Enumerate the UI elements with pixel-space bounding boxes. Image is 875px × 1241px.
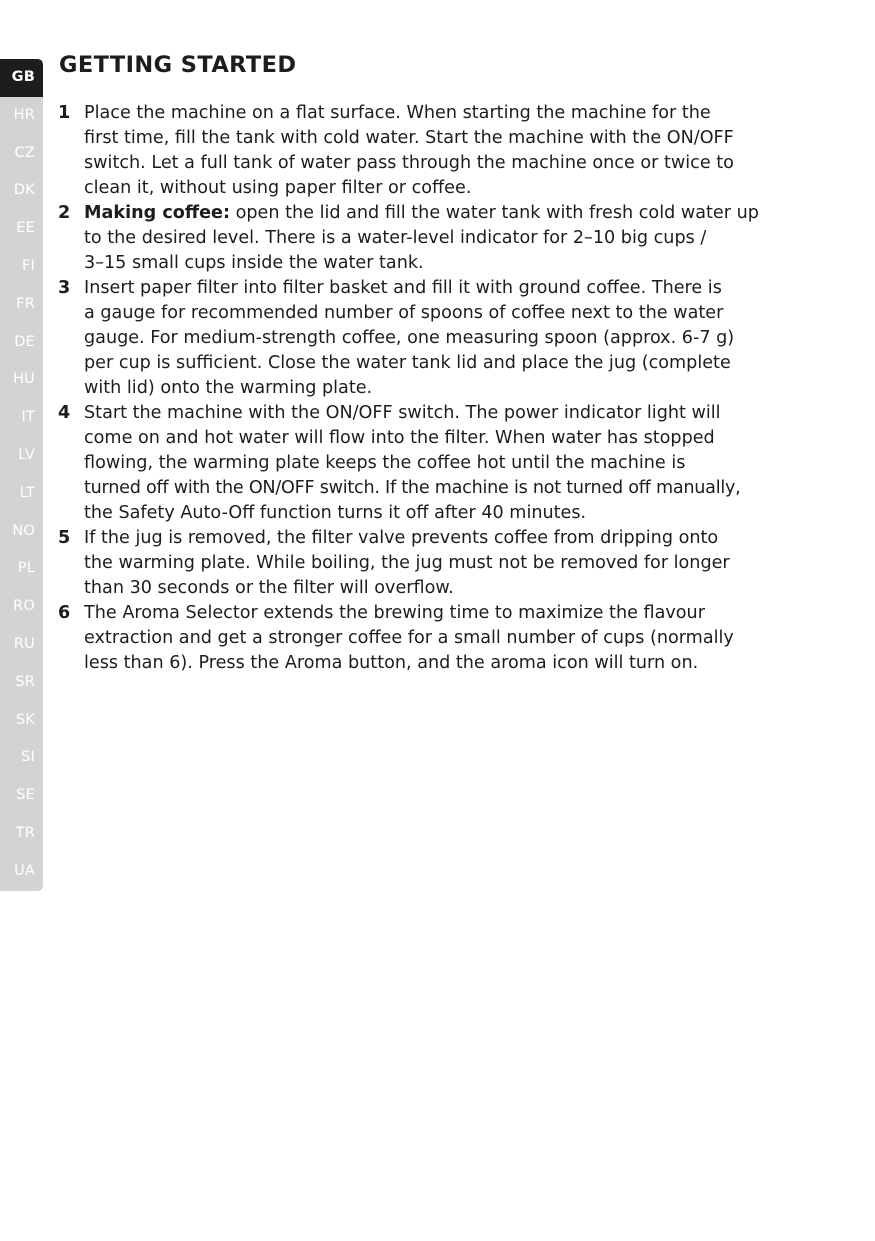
step-text-line: per cup is sufficient. Close the water tank lid and place the jug (complete: [84, 353, 731, 373]
step-number: 3: [58, 278, 71, 298]
language-tabs: [0, 59, 43, 891]
language-tab-tr[interactable]: TR: [15, 824, 35, 841]
step-number: 4: [58, 403, 71, 423]
language-tab-sk[interactable]: SK: [15, 711, 35, 728]
step-text-segment: open the lid and fill the water tank with fresh cold water up: [230, 203, 759, 223]
language-tab-pl[interactable]: PL: [17, 560, 35, 577]
language-tab-se[interactable]: SE: [16, 787, 35, 804]
step-text-line: 3–15 small cups inside the water tank.: [84, 253, 424, 273]
step-number: 1: [58, 103, 71, 123]
step-text-line: first time, fill the tank with cold water. Start the machine with the ON/OFF: [84, 128, 734, 148]
language-tab-cz[interactable]: CZ: [14, 144, 35, 161]
step-text-line: flowing, the warming plate keeps the coffee hot until the machine is: [84, 453, 686, 473]
language-tab-lv[interactable]: LV: [18, 446, 35, 463]
language-tab-hu[interactable]: HU: [13, 371, 35, 388]
language-tab-fi[interactable]: FI: [21, 257, 35, 274]
step-text-line: Insert paper filter into filter basket and fill it with ground coffee. There is: [84, 278, 722, 298]
step-text-line: [84, 201, 827, 226]
language-tab-ua[interactable]: UA: [14, 862, 35, 879]
language-tab-ro[interactable]: RO: [13, 598, 35, 615]
step-text-line: gauge. For medium-strength coffee, one measuring spoon (approx. 6-7 g): [84, 328, 735, 348]
step-number: 6: [58, 603, 71, 623]
step-text-line: come on and hot water will flow into the filter. When water has stopped: [84, 428, 715, 448]
step-text-line: to the desired level. There is a water-level indicator for 2–10 big cups /: [84, 228, 707, 248]
language-tab-sr[interactable]: SR: [15, 673, 35, 690]
language-tab-dk[interactable]: DK: [13, 182, 35, 199]
step-text-line: If the jug is removed, the filter valve prevents coffee from dripping onto: [84, 528, 719, 548]
instruction-steps: [57, 101, 827, 676]
step-text-line: clean it, without using paper filter or coffee.: [84, 178, 472, 198]
language-tab-no[interactable]: NO: [12, 522, 35, 539]
language-tab-fr[interactable]: FR: [16, 295, 35, 312]
language-tab-gb[interactable]: GB: [0, 59, 43, 97]
step-number: 2: [58, 203, 71, 223]
instruction-step: [57, 276, 827, 401]
step-text-line: Start the machine with the ON/OFF switch. The power indicator light will: [84, 403, 721, 423]
step-text-line: turned off with the ON/OFF switch. If the machine is not turned off manually,: [84, 478, 741, 498]
step-text-line: than 30 seconds or the filter will overflow.: [84, 578, 454, 598]
instruction-step: [57, 401, 827, 526]
instruction-step: [57, 526, 827, 601]
instruction-step: [57, 201, 827, 276]
language-tab-it[interactable]: IT: [21, 409, 35, 426]
language-tab-hr[interactable]: HR: [13, 106, 35, 123]
step-text-line: with lid) onto the warming plate.: [84, 378, 373, 398]
step-text-line: a gauge for recommended number of spoons of coffee next to the water: [84, 303, 724, 323]
instruction-step: [57, 101, 827, 201]
step-text-line: less than 6). Press the Aroma button, and the aroma icon will turn on.: [84, 653, 699, 673]
step-lead-label: Making coffee:: [84, 203, 231, 223]
instruction-step: [57, 601, 827, 676]
language-tab-de[interactable]: DE: [14, 333, 35, 350]
step-text-line: the Safety Auto-Off function turns it off after 40 minutes.: [84, 503, 587, 523]
language-tab-ru[interactable]: RU: [13, 635, 35, 652]
page-title: GETTING STARTED: [59, 52, 297, 78]
step-text-line: switch. Let a full tank of water pass through the machine once or twice to: [84, 153, 734, 173]
step-text-line: Place the machine on a flat surface. When starting the machine for the: [84, 103, 711, 123]
step-number: 5: [58, 528, 71, 548]
step-text-line: the warming plate. While boiling, the jug must not be removed for longer: [84, 553, 730, 573]
step-text-line: extraction and get a stronger coffee for a small number of cups (normally: [84, 628, 734, 648]
language-tab-lt[interactable]: LT: [19, 484, 35, 501]
language-tab-si[interactable]: SI: [21, 749, 35, 766]
language-tab-ee[interactable]: EE: [16, 220, 35, 237]
step-text-line: The Aroma Selector extends the brewing time to maximize the flavour: [84, 603, 705, 623]
